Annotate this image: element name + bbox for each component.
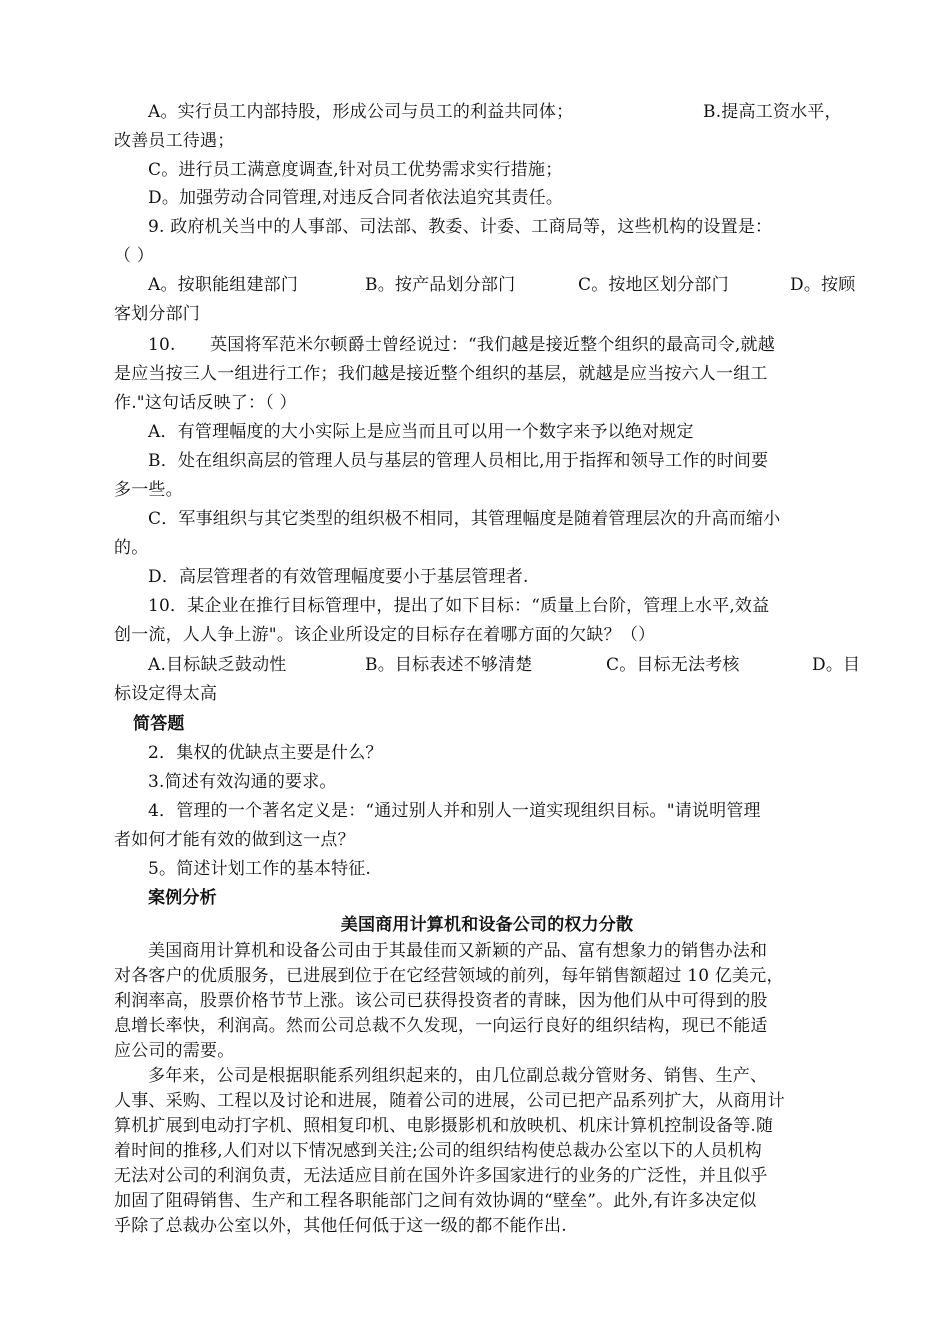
- q10b-stem-line1: 10．某企业在推行目标管理中，提出了如下目标：“质量上台阶，管理上水平,效益: [148, 596, 770, 616]
- case-p2-line: 多年来，公司是根据职能系列组织起来的，由几位副总裁分管财务、销售、生产、: [148, 1066, 768, 1086]
- q9-option-a: A。按职能组建部门: [148, 275, 299, 295]
- short-answer-q4-line2: 者如何才能有效的做到这一点？: [114, 830, 355, 850]
- q9-option-d: D。按顾: [790, 275, 856, 295]
- q9-option-c: C。按地区划分部门: [578, 275, 729, 295]
- q10a-stem-line2: 是应当按三人一组进行工作；我们越是接近整个组织的基层，就越是应当按六人一组工: [114, 364, 768, 384]
- q10b-stem-line2: 创一流，人人争上游"。该企业所设定的目标存在着哪方面的欠缺？（）: [114, 625, 656, 645]
- case-p1-line: 对各客户的优质服务，已进展到位于在它经营领域的前列，每年销售额超过 10 亿美元，: [114, 966, 784, 986]
- q8-option-a: A。实行员工内部持股，形成公司与员工的利益共同体；: [148, 102, 574, 122]
- q8-option-c: C。进行员工满意度调查,针对员工优势需求实行措施；: [148, 160, 563, 180]
- q10a-option-b-line2: 多一些。: [114, 480, 183, 500]
- q10a-option-b-line1: B．处在组织高层的管理人员与基层的管理人员相比,用于指挥和领导工作的时间要: [148, 451, 769, 471]
- q10a-option-a: A．有管理幅度的大小实际上是应当而且可以用一个数字来予以绝对规定: [148, 422, 694, 442]
- case-p2-line: 人事、采购、工程以及讨论和进展，随着公司的进展，公司已把产品系列扩大，从商用计: [114, 1091, 785, 1111]
- case-p2-line: 乎除了总裁办公室以外，其他任何低于这一级的都不能作出.: [114, 1216, 567, 1236]
- q9-stem: 9. 政府机关当中的人事部、司法部、教委、计委、工商局等，这些机构的设置是：: [148, 217, 773, 237]
- short-answer-q2: 2．集权的优缺点主要是什么？: [148, 743, 383, 763]
- q8-option-d: D。加强劳动合同管理,对违反合同者依法追究其责任。: [148, 188, 564, 208]
- case-analysis-heading: 案例分析: [148, 888, 217, 908]
- q10a-option-c-line2: 的。: [114, 538, 149, 558]
- q10b-option-c: C。目标无法考核: [606, 655, 740, 675]
- q9-option-b: B。按产品划分部门: [365, 275, 516, 295]
- short-answer-heading: 简答题: [133, 714, 185, 734]
- case-p1-line: 利润率高，股票价格节节上涨。该公司已获得投资者的青睐，因为他们从中可得到的股: [114, 991, 768, 1011]
- case-p2-line: 着时间的推移,人们对以下情况感到关注;公司的组织结构使总裁办公室以下的人员机构: [114, 1141, 762, 1161]
- q10a-option-c-line1: C．军事组织与其它类型的组织极不相同，其管理幅度是随着管理层次的升高而缩小: [148, 509, 781, 529]
- short-answer-q3: 3.简述有效沟通的要求。: [148, 772, 337, 792]
- case-p1-line: 息增长率快，利润高。然而公司总裁不久发现，一向运行良好的组织结构，现已不能适: [114, 1016, 768, 1036]
- case-p1-line: 美国商用计算机和设备公司由于其最佳而又新颖的产品、富有想象力的销售办法和: [148, 941, 768, 961]
- case-p2-line: 加固了阻碍销售、生产和工程各职能部门之间有效协调的“壁垒”。此外,有许多决定似: [114, 1191, 757, 1211]
- short-answer-q4-line1: 4．管理的一个著名定义是：“通过别人并和别人一道实现组织目标。"请说明管理: [148, 801, 761, 821]
- q10a-stem-line1: 10. 英国将军范米尔顿爵士曾经说过：“我们越是接近整个组织的最高司令,就越: [148, 335, 775, 355]
- q10b-option-d: D。目: [812, 655, 861, 675]
- q10b-option-d-continued: 标设定得太高: [114, 684, 218, 704]
- case-title: 美国商用计算机和设备公司的权力分散: [340, 915, 634, 935]
- q8-option-a-row: [148, 101, 860, 123]
- q8-option-b-continued: 改善员工待遇；: [114, 131, 235, 151]
- q10b-option-b: B。目标表述不够清楚: [365, 655, 533, 675]
- q10a-option-d: D．高层管理者的有效管理幅度要小于基层管理者.: [148, 567, 529, 587]
- case-p2-line: 无法对公司的利润负责，无法适应目前在国外许多国家进行的业务的广泛性，并且似乎: [114, 1166, 768, 1186]
- q8-option-b: B.提高工资水平，: [703, 102, 842, 122]
- q9-option-d-continued: 客划分部门: [114, 304, 200, 324]
- short-answer-q5: 5。简述计划工作的基本特征.: [148, 859, 372, 879]
- case-p1-line: 应公司的需要。: [114, 1041, 235, 1061]
- q9-stem-bracket: （ ）: [114, 246, 155, 266]
- q10a-stem-line3: 作."这句话反映了：（ ）: [114, 393, 297, 413]
- q10b-option-a: A.目标缺乏鼓动性: [148, 655, 287, 675]
- case-p2-line: 算机扩展到电动打字机、照相复印机、电影摄影机和放映机、机床计算机控制设备等.随: [114, 1116, 774, 1136]
